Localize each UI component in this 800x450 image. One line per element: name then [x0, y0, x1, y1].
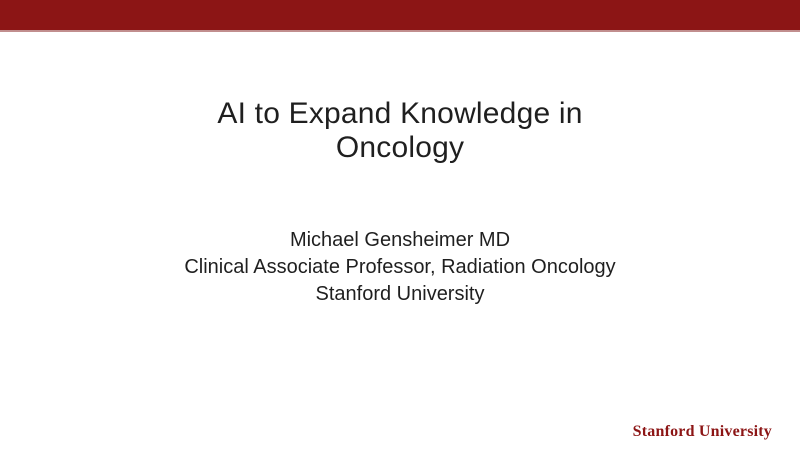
slide-title-line-1: AI to Expand Knowledge in	[217, 97, 583, 130]
slide-title-line-2: Oncology	[335, 131, 465, 164]
presenter-name: Michael Gensheimer MD	[289, 229, 511, 251]
slide-title	[0, 97, 800, 165]
presenter-role: Clinical Associate Professor, Radiation Oncology	[184, 256, 616, 278]
header-accent-bar	[0, 0, 800, 32]
stanford-wordmark: Stanford University	[632, 423, 772, 440]
presenter-institution: Stanford University	[315, 283, 485, 305]
slide-subtitle	[0, 227, 800, 308]
